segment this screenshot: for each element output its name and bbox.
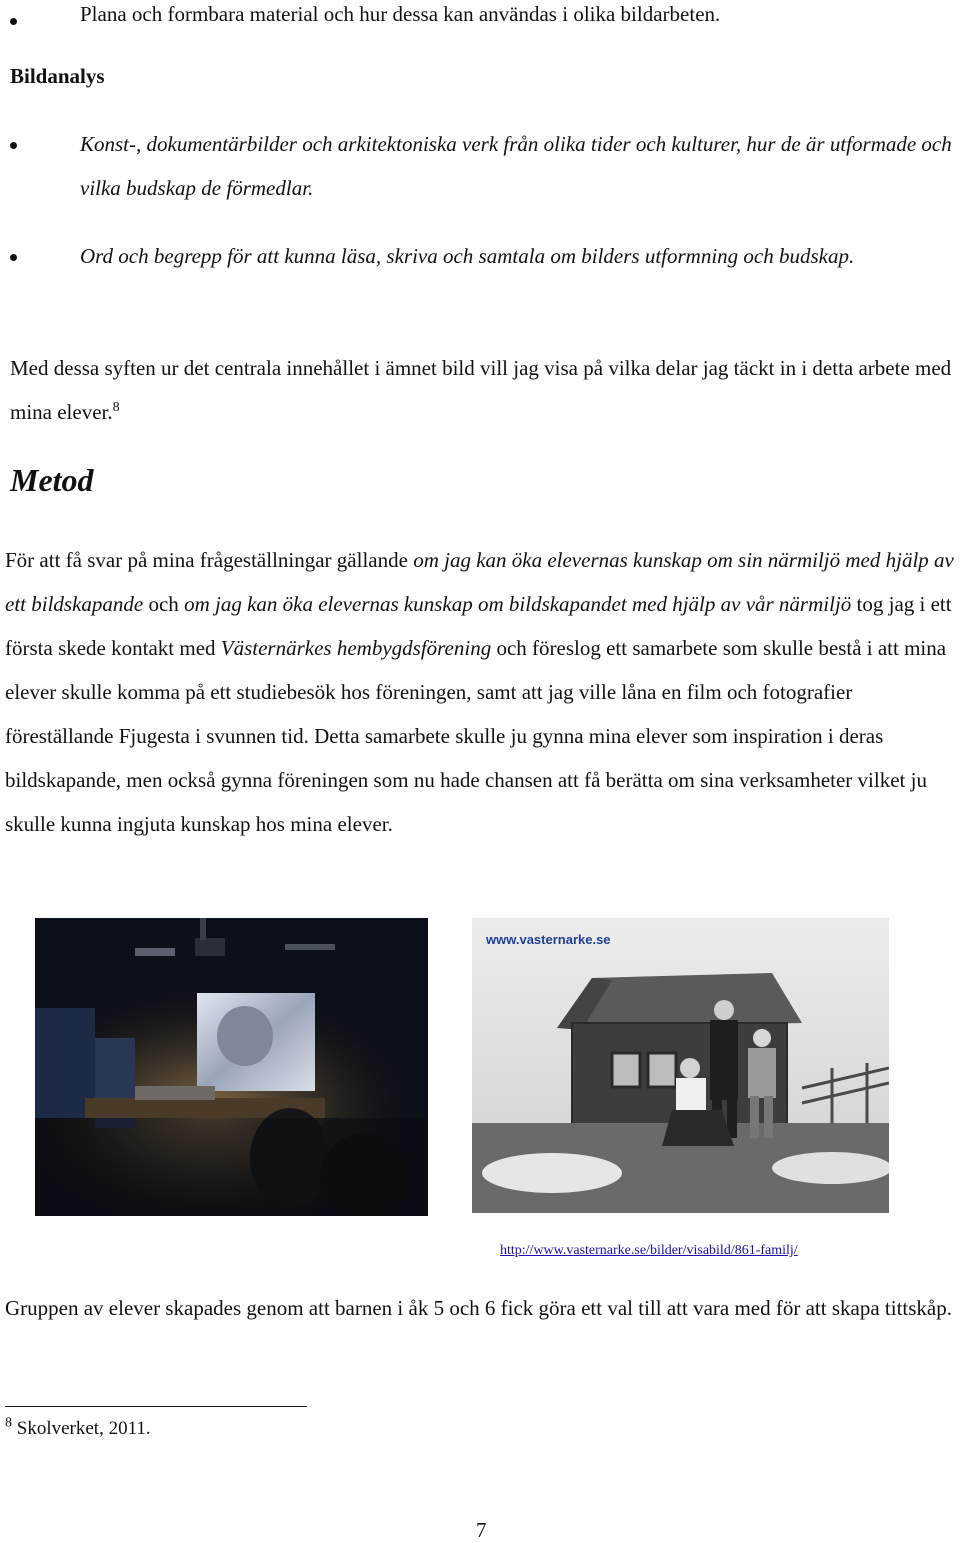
footnote-divider xyxy=(5,1406,307,1407)
photo-watermark: www.vasternarke.se xyxy=(486,932,611,947)
photo-source-link-wrapper xyxy=(500,1241,798,1259)
footnote-text: Skolverket, 2011. xyxy=(16,1418,151,1439)
bullet-text: Ord och begrepp för att kunna läsa, skriva och samtala om bilders utformning och budskap. xyxy=(80,244,855,268)
photo-source-link[interactable]: http://www.vasternarke.se/bilder/visabild/861-familj/ xyxy=(500,1243,798,1258)
paragraph-gruppen: Gruppen av elever skapades genom att barnen i åk 5 och 6 fick göra ett val till att vara med för att skapa tittskåp. xyxy=(5,1296,952,1320)
classroom-photo-drawing xyxy=(35,918,428,1216)
bullet-icon xyxy=(10,142,17,149)
metod-question-1: om jag kan öka elevernas kunskap om sin närmiljö med hjälp av ett bildskapande xyxy=(5,548,954,616)
metod-organization: Västernärkes hembygdsförening xyxy=(220,636,492,660)
metod-text: och föreslog ett samarbete som skulle bestå i att mina elever skulle komma på ett studiebesök hos föreningen, samt att jag ville låna en film och fotografier föreställande Fjugesta i svunnen tid. Detta samarbete skulle ju gynna mina elever som inspiration i deras bildskapande, men också gynna föreningen som nu hade chansen att få berätta om sina verksamheter vilket ju skulle kunna ingjuta kunskap hos mina elever. xyxy=(5,636,947,836)
family-historic-photo-drawing xyxy=(472,918,889,1213)
footnote-number: 8 xyxy=(5,1415,12,1431)
metod-question-2: om jag kan öka elevernas kunskap om bildskapandet med hjälp av vår närmiljö xyxy=(184,592,852,616)
footnote xyxy=(5,1415,151,1440)
metod-text: För att få svar på mina frågeställningar gällande xyxy=(5,548,414,572)
metod-text: och xyxy=(143,592,185,616)
bullet-text: Konst-, dokumentärbilder och arkitektoniska verk från olika tider och kulturer, hur de är utformade och vilka budskap de förmedlar. xyxy=(80,132,952,200)
footnote-reference: 8 xyxy=(112,400,120,415)
paragraph-syften xyxy=(10,346,958,434)
bullet-text: Plana och formbara material och hur dessa kan användas i olika bildarbeten. xyxy=(80,2,721,26)
bullet-icon xyxy=(10,254,17,261)
paragraph-metod xyxy=(5,538,958,846)
family-historic-photo xyxy=(472,918,889,1213)
metod-text: tog jag i ett första skede kontakt med xyxy=(5,592,952,660)
section-heading-metod: Metod xyxy=(10,462,94,498)
classroom-photo xyxy=(35,918,428,1216)
bullet-icon xyxy=(10,18,17,25)
section-heading-bildanalys: Bildanalys xyxy=(10,64,105,88)
paragraph-text: Med dessa syften ur det centrala innehållet i ämnet bild vill jag visa på vilka delar jag täckt in i detta arbete med mina elever. xyxy=(10,356,952,424)
page-number: 7 xyxy=(476,1518,487,1542)
